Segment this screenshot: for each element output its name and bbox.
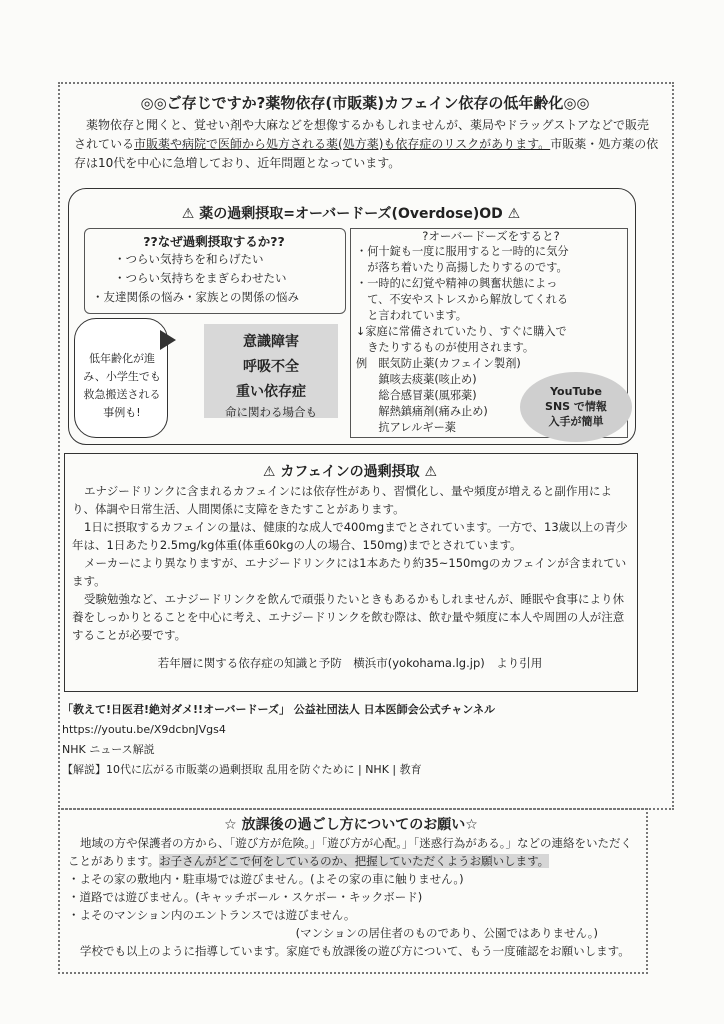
page-title: ◎◎ご存じですか?薬物依存(市販薬)カフェイン依存の低年齢化◎◎ [140, 94, 590, 112]
video-title: 「教えて!日医君!絶対ダメ!!オーバードーズ」 公益社団法人 日本医師会公式チャンネル [62, 703, 495, 716]
life-threat-note: 命に関わる場合も [225, 405, 317, 419]
effects-line: と言われています。 [356, 309, 467, 322]
effects-line: が落ち着いたり高揚したりするのです。 [356, 261, 568, 274]
effects-line: ・何十錠も一度に服用すると一時的に気分 [356, 245, 569, 258]
caffeine-p3: メーカーにより異なりますが、エナジードリンクには1本あたり約35~150mgのカフェインが含まれています。 [72, 556, 627, 588]
effects-line: 鎮咳去痰薬(咳止め) [356, 373, 477, 386]
after-p2: 学校でも以上のように指導しています。家庭でも放課後の遊び方について、もう一度確認をお願いします。 [80, 944, 630, 958]
danger-list [204, 330, 338, 405]
effects-line: きたりするものが使用されます。 [356, 341, 535, 354]
badge-line: YouTube [550, 385, 602, 398]
badge-line: 入手が簡単 [548, 415, 604, 428]
after-bullet: ・道路では遊びません。(キャッチボール・スケボー・キックボード) [68, 890, 423, 904]
caffeine-p2: 1日に摂取するカフェインの量は、健康的な成人で400mgまでとされています。一方で、13歳以上の青少年は、1日あたり2.5mg/kg体重(体重60kgの人の場合、150mg)までとされています。 [72, 520, 628, 552]
effects-heading: ?オーバードーズをすると? [422, 229, 560, 243]
caffeine-text [72, 482, 632, 644]
intro-underline: 市販薬や病院で医師から処方される薬(処方薬)も依存症のリスクがあります。 [134, 137, 551, 151]
after-bullet: ・よその家の敷地内・駐車場では遊びません。(よその家の車に触りません。) [68, 872, 464, 886]
resource-links [62, 700, 662, 780]
speech-bubble-tail [160, 330, 176, 350]
after-bullet: ・よそのマンション内のエントランスでは遊びません。 [68, 908, 356, 922]
why-item: ・つらい気持ちを和らげたい [114, 252, 264, 266]
intro-p1-rest: 市販薬・処方薬の依存は10代を中心に急増しており、近年問題となっています。 [74, 137, 659, 170]
after-p1: 地域の方や保護者の方から、「遊び方が危険。」「遊び方が心配。」「迷惑行為がある。」などの連絡をいただくことがあります。 [68, 836, 632, 868]
badge-line: SNS で情報 [545, 400, 607, 413]
intro-p1: 薬物依存と聞くと、覚せい剤や大麻などを想像するかもしれませんが、薬局やドラッグストアなどで販売されている [74, 118, 650, 151]
nhk-label: NHK ニュース解説 [62, 743, 155, 756]
after-school-text [68, 834, 638, 960]
youtube-link[interactable]: https://youtu.be/X9dcbnJVgs4 [62, 723, 226, 736]
why-list [92, 250, 342, 307]
effects-line: ・一時的に幻覚や精神の興奮状態によっ [356, 277, 558, 290]
caffeine-p4: 受験勉強など、エナジードリンクを飲んで頑張りたいときもあるかもしれませんが、睡眠や食事により休養をしっかりとることを中心に考え、エナジードリンクを飲む際は、飲む量や頻度に本人や周囲の人が注意することが必要です。 [72, 592, 625, 642]
effects-line: 総合感冒薬(風邪薬) [356, 389, 477, 402]
badge-text [520, 384, 632, 429]
danger-item: 重い依存症 [236, 384, 306, 400]
why-heading: ??なぜ過剰摂取するか?? [143, 234, 285, 249]
nhk-link[interactable]: 【解説】10代に広がる市販薬の過剰摂取 乱用を防ぐために | NHK | 教育 [62, 763, 422, 776]
after-highlight: お子さんがどこで何をしているのか、把握していただくようお願いします。 [159, 854, 550, 868]
effects-line: ↓家庭に常備されていたり、すぐに購入で [356, 325, 567, 338]
overdose-title: ⚠ 薬の過剰摂取=オーバードーズ(Overdose)OD ⚠ [181, 206, 521, 222]
source-citation: 若年層に関する依存症の知識と予防 横浜市(yokohama.lg.jp) より引用 [157, 656, 543, 670]
why-item: ・友達関係の悩み・家族との関係の悩み [92, 290, 299, 304]
bubble-text: 低年齢化が進み、小学生でも救急搬送される事例も! [83, 352, 161, 419]
effects-line: て、不安やストレスから解放してくれる [356, 293, 569, 306]
danger-item: 呼吸不全 [243, 359, 299, 375]
after-school-title: ☆ 放課後の過ごし方についてのお願い☆ [224, 817, 478, 833]
effects-line: 例 眠気防止薬(カフェイン製剤) [356, 357, 521, 370]
danger-item: 意識障害 [243, 334, 299, 350]
intro-text [74, 116, 660, 173]
effects-line: 解熱鎮痛剤(痛み止め) [356, 405, 488, 418]
effects-line: 抗アレルギー薬 [356, 421, 456, 434]
caffeine-title: ⚠ カフェインの過剰摂取 ⚠ [262, 464, 438, 480]
why-item: ・つらい気持ちをまぎらわせたい [114, 271, 287, 285]
after-note: (マンションの居住者のものであり、公園ではありません。) [295, 926, 598, 940]
caffeine-p1: エナジードリンクに含まれるカフェインには依存性があり、習慣化し、量や頻度が増えると副作用により、体調や日常生活、人間関係に支障をきたすことがあります。 [72, 484, 612, 516]
